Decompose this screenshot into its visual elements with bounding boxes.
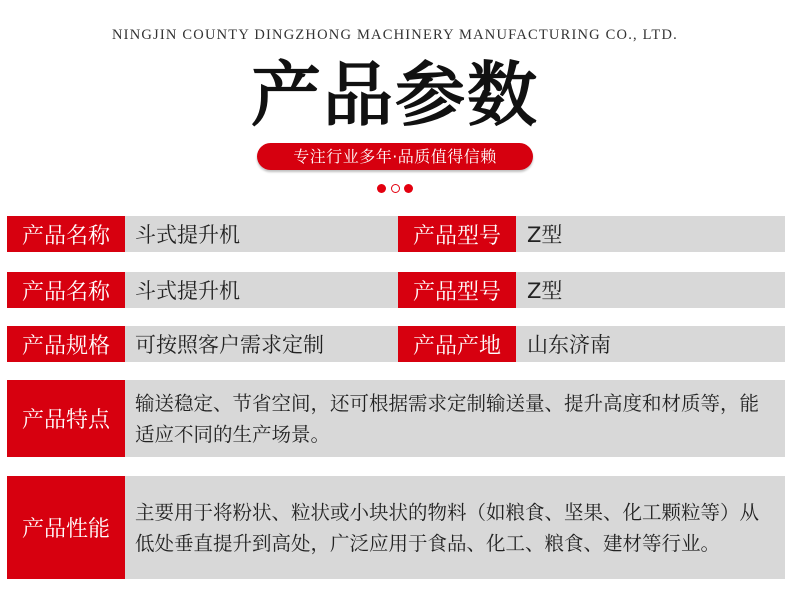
param-label: 产品性能: [7, 476, 125, 579]
param-value: 斗式提升机: [135, 279, 240, 303]
dot-icon: [377, 184, 386, 193]
param-value: Z型: [527, 279, 563, 303]
param-row: [7, 216, 785, 252]
param-label: 产品名称: [7, 216, 125, 252]
param-row-features: [7, 380, 785, 457]
param-value: 输送稳定、节省空间，还可根据需求定制输送量、提升高度和材质等，能适应不同的生产场景。: [135, 391, 760, 446]
param-label: 产品产地: [398, 326, 516, 362]
slogan-badge: 专注行业多年·品质值得信赖: [257, 143, 533, 170]
param-label: 产品型号: [398, 216, 516, 252]
company-name: NINGJIN COUNTY DINGZHONG MACHINERY MANUFACTURING CO., LTD.: [112, 27, 678, 43]
param-value: Z型: [527, 223, 563, 247]
param-label: 产品名称: [7, 272, 125, 308]
param-label: 产品特点: [7, 380, 125, 457]
param-value: 山东济南: [527, 333, 611, 357]
param-label: 产品规格: [7, 326, 125, 362]
param-row: [7, 326, 785, 362]
page-title: 产品参数: [251, 54, 539, 136]
param-value: 主要用于将粉状、粒状或小块状的物料（如粮食、坚果、化工颗粒等）从低处垂直提升到高处，广泛应用于食品、化工、粮食、建材等行业。: [135, 500, 760, 555]
param-label: 产品型号: [398, 272, 516, 308]
dot-outline-icon: [391, 184, 400, 193]
dot-icon: [404, 184, 413, 193]
param-value: 斗式提升机: [135, 223, 240, 247]
param-row-performance: [7, 476, 785, 579]
param-row: [7, 272, 785, 308]
decorative-dots: [377, 182, 413, 194]
param-value: 可按照客户需求定制: [135, 333, 324, 357]
